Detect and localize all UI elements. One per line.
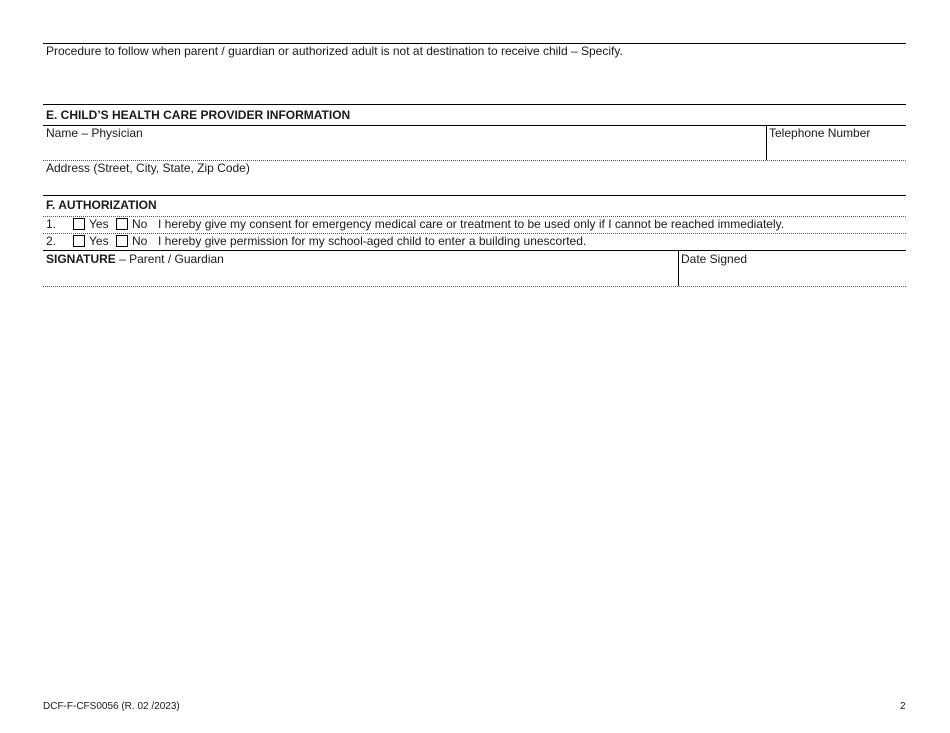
- address-label: Address (Street, City, State, Zip Code): [46, 161, 250, 175]
- item-2-no-label: No: [132, 234, 148, 248]
- procedure-label: Procedure to follow when parent / guardian or authorized adult is not at destination to receive child – Specify.: [46, 44, 623, 58]
- item-1-number: 1.: [46, 217, 57, 231]
- physician-field[interactable]: [43, 141, 764, 160]
- item-1-yes-checkbox[interactable]: [73, 218, 85, 230]
- signature-label-bold: SIGNATURE: [46, 252, 116, 266]
- date-signed-label: Date Signed: [681, 252, 748, 266]
- item-2-text: I hereby give permission for my school-aged child to enter a building unescorted.: [158, 234, 587, 248]
- signature-label-rest: – Parent / Guardian: [115, 252, 224, 266]
- item-2-number: 2.: [46, 234, 57, 248]
- telephone-label: Telephone Number: [769, 126, 871, 140]
- section-e-title: E. CHILD’S HEALTH CARE PROVIDER INFORMATION: [46, 108, 351, 122]
- address-field[interactable]: [43, 177, 906, 195]
- telephone-field[interactable]: [768, 141, 906, 160]
- item-2-no-checkbox[interactable]: [116, 235, 128, 247]
- date-signed-field[interactable]: [680, 267, 906, 286]
- signature-top-rule: [43, 250, 906, 251]
- item-2-yes-label: Yes: [89, 234, 109, 248]
- section-e-top-rule: [43, 104, 906, 105]
- item-1-no-checkbox[interactable]: [116, 218, 128, 230]
- form-id: DCF-F-CFS0056 (R. 02 /2023): [43, 701, 180, 712]
- procedure-field[interactable]: [43, 60, 906, 104]
- item-1-text: I hereby give my consent for emergency medical care or treatment to be used only if I cannot be reached immediately.: [158, 217, 785, 231]
- telephone-divider: [766, 125, 767, 160]
- item-2-yes-checkbox[interactable]: [73, 235, 85, 247]
- signature-label: [46, 252, 224, 266]
- page-number: 2: [900, 701, 906, 712]
- signature-field[interactable]: [43, 267, 676, 286]
- physician-label: Name – Physician: [46, 126, 143, 140]
- item-1-no-label: No: [132, 217, 148, 231]
- item-1-yes-label: Yes: [89, 217, 109, 231]
- date-divider: [678, 250, 679, 286]
- section-f-top-rule: [43, 195, 906, 196]
- section-f-title: F. AUTHORIZATION: [46, 198, 157, 212]
- signature-bottom-rule: [43, 286, 906, 287]
